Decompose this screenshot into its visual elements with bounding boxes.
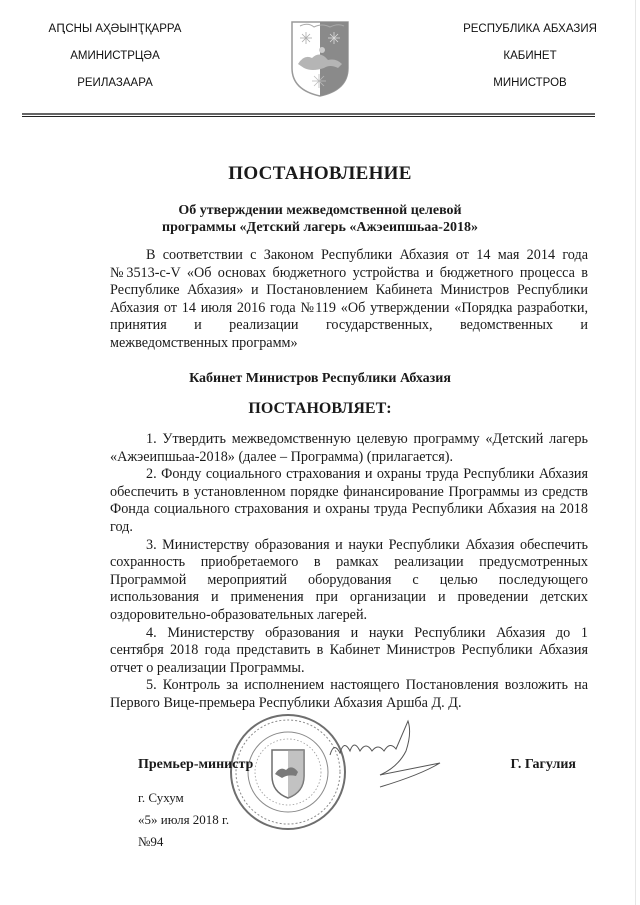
subtitle-line-2: программы «Детский лагерь «Ажэеипшьаа-2018» xyxy=(162,220,478,235)
header-russian-line-1: РЕСПУБЛИКА АБХАЗИЯ xyxy=(463,23,597,35)
header-abkhaz-line-3: РЕИЛАЗААРА xyxy=(77,77,153,89)
issuer: Кабинет Министров Республики Абхазия xyxy=(189,371,451,386)
decrees-heading: ПОСТАНОВЛЯЕТ: xyxy=(248,400,392,417)
header-russian-line-2: КАБИНЕТ xyxy=(503,50,557,62)
signatory-position: Премьер-министр xyxy=(138,757,254,772)
decree-item-5: 5. Контроль за исполнением настоящего Постановления возложить на Первого Вице-премьера Республики Абхазия Аршба Д. Д. xyxy=(110,677,588,711)
decree-items xyxy=(110,431,588,713)
page-edge xyxy=(635,0,636,905)
header-divider xyxy=(22,113,595,115)
signature-block xyxy=(138,757,588,777)
signatory-name: Г. Гагулия xyxy=(510,757,576,772)
coat-of-arms-icon xyxy=(290,20,350,98)
document-subtitle xyxy=(120,202,520,236)
decree-item-1: 1. Утвердить межведомственную целевую программу «Детский лагерь «Ажэеипшьаа-2018» (далее – Программа) (прилагается). xyxy=(110,431,588,465)
header-divider-inner xyxy=(22,116,595,117)
preamble xyxy=(110,247,588,353)
handwritten-signature-icon xyxy=(320,715,470,795)
issue-date: «5» июля 2018 г. xyxy=(138,812,230,827)
decree-item-4: 4. Министерству образования и науки Республики Абхазия до 1 сентября 2018 года представить в Кабинет Министров Республики Абхазия отчет о реализации Программы. xyxy=(110,624,588,676)
subtitle-line-1: Об утверждении межведомственной целевой xyxy=(178,203,462,218)
header-abkhaz-line-2: АМИНИСТРЦӘА xyxy=(70,50,160,62)
decree-item-2: 2. Фонду социального страхования и охраны труда Республики Абхазия обеспечить в установленном порядке финансирование Программы из средств Фонда социального страхования и охраны труда Республики Абхазия на 2018 год. xyxy=(110,466,588,535)
header-abkhaz xyxy=(30,23,200,104)
document-title: ПОСТАНОВЛЕНИЕ xyxy=(228,163,412,184)
header-russian-line-3: МИНИСТРОВ xyxy=(493,77,567,89)
header-russian xyxy=(440,23,620,104)
document-number: №94 xyxy=(138,834,164,849)
header-abkhaz-line-1: АԤСНЫ АҲӘЫНҬҚАРРА xyxy=(48,23,182,35)
preamble-text: В соответствии с Законом Республики Абхазия от 14 мая 2014 года №3513-с-V «Об основах бюджетного устройства и бюджетного процесса в Республике Абхазия» и Постановлением Кабинета Министров Республики Абхазия от 14 июля 2016 года №119 «Об утверждении «Порядка разработки, принятия и реализации государственных, ведомственных и межведомственных программ» xyxy=(110,247,588,351)
decree-item-3: 3. Министерству образования и науки Республики Абхазия обеспечить сохранность приобретаемого в рамках реализации предусмотренных Программой мероприятий оборудования с целью последующего использования и применения при организации и проведении детских оздоровительно-образовательных лагерей. xyxy=(110,536,588,623)
issue-place: г. Сухум xyxy=(138,790,184,805)
